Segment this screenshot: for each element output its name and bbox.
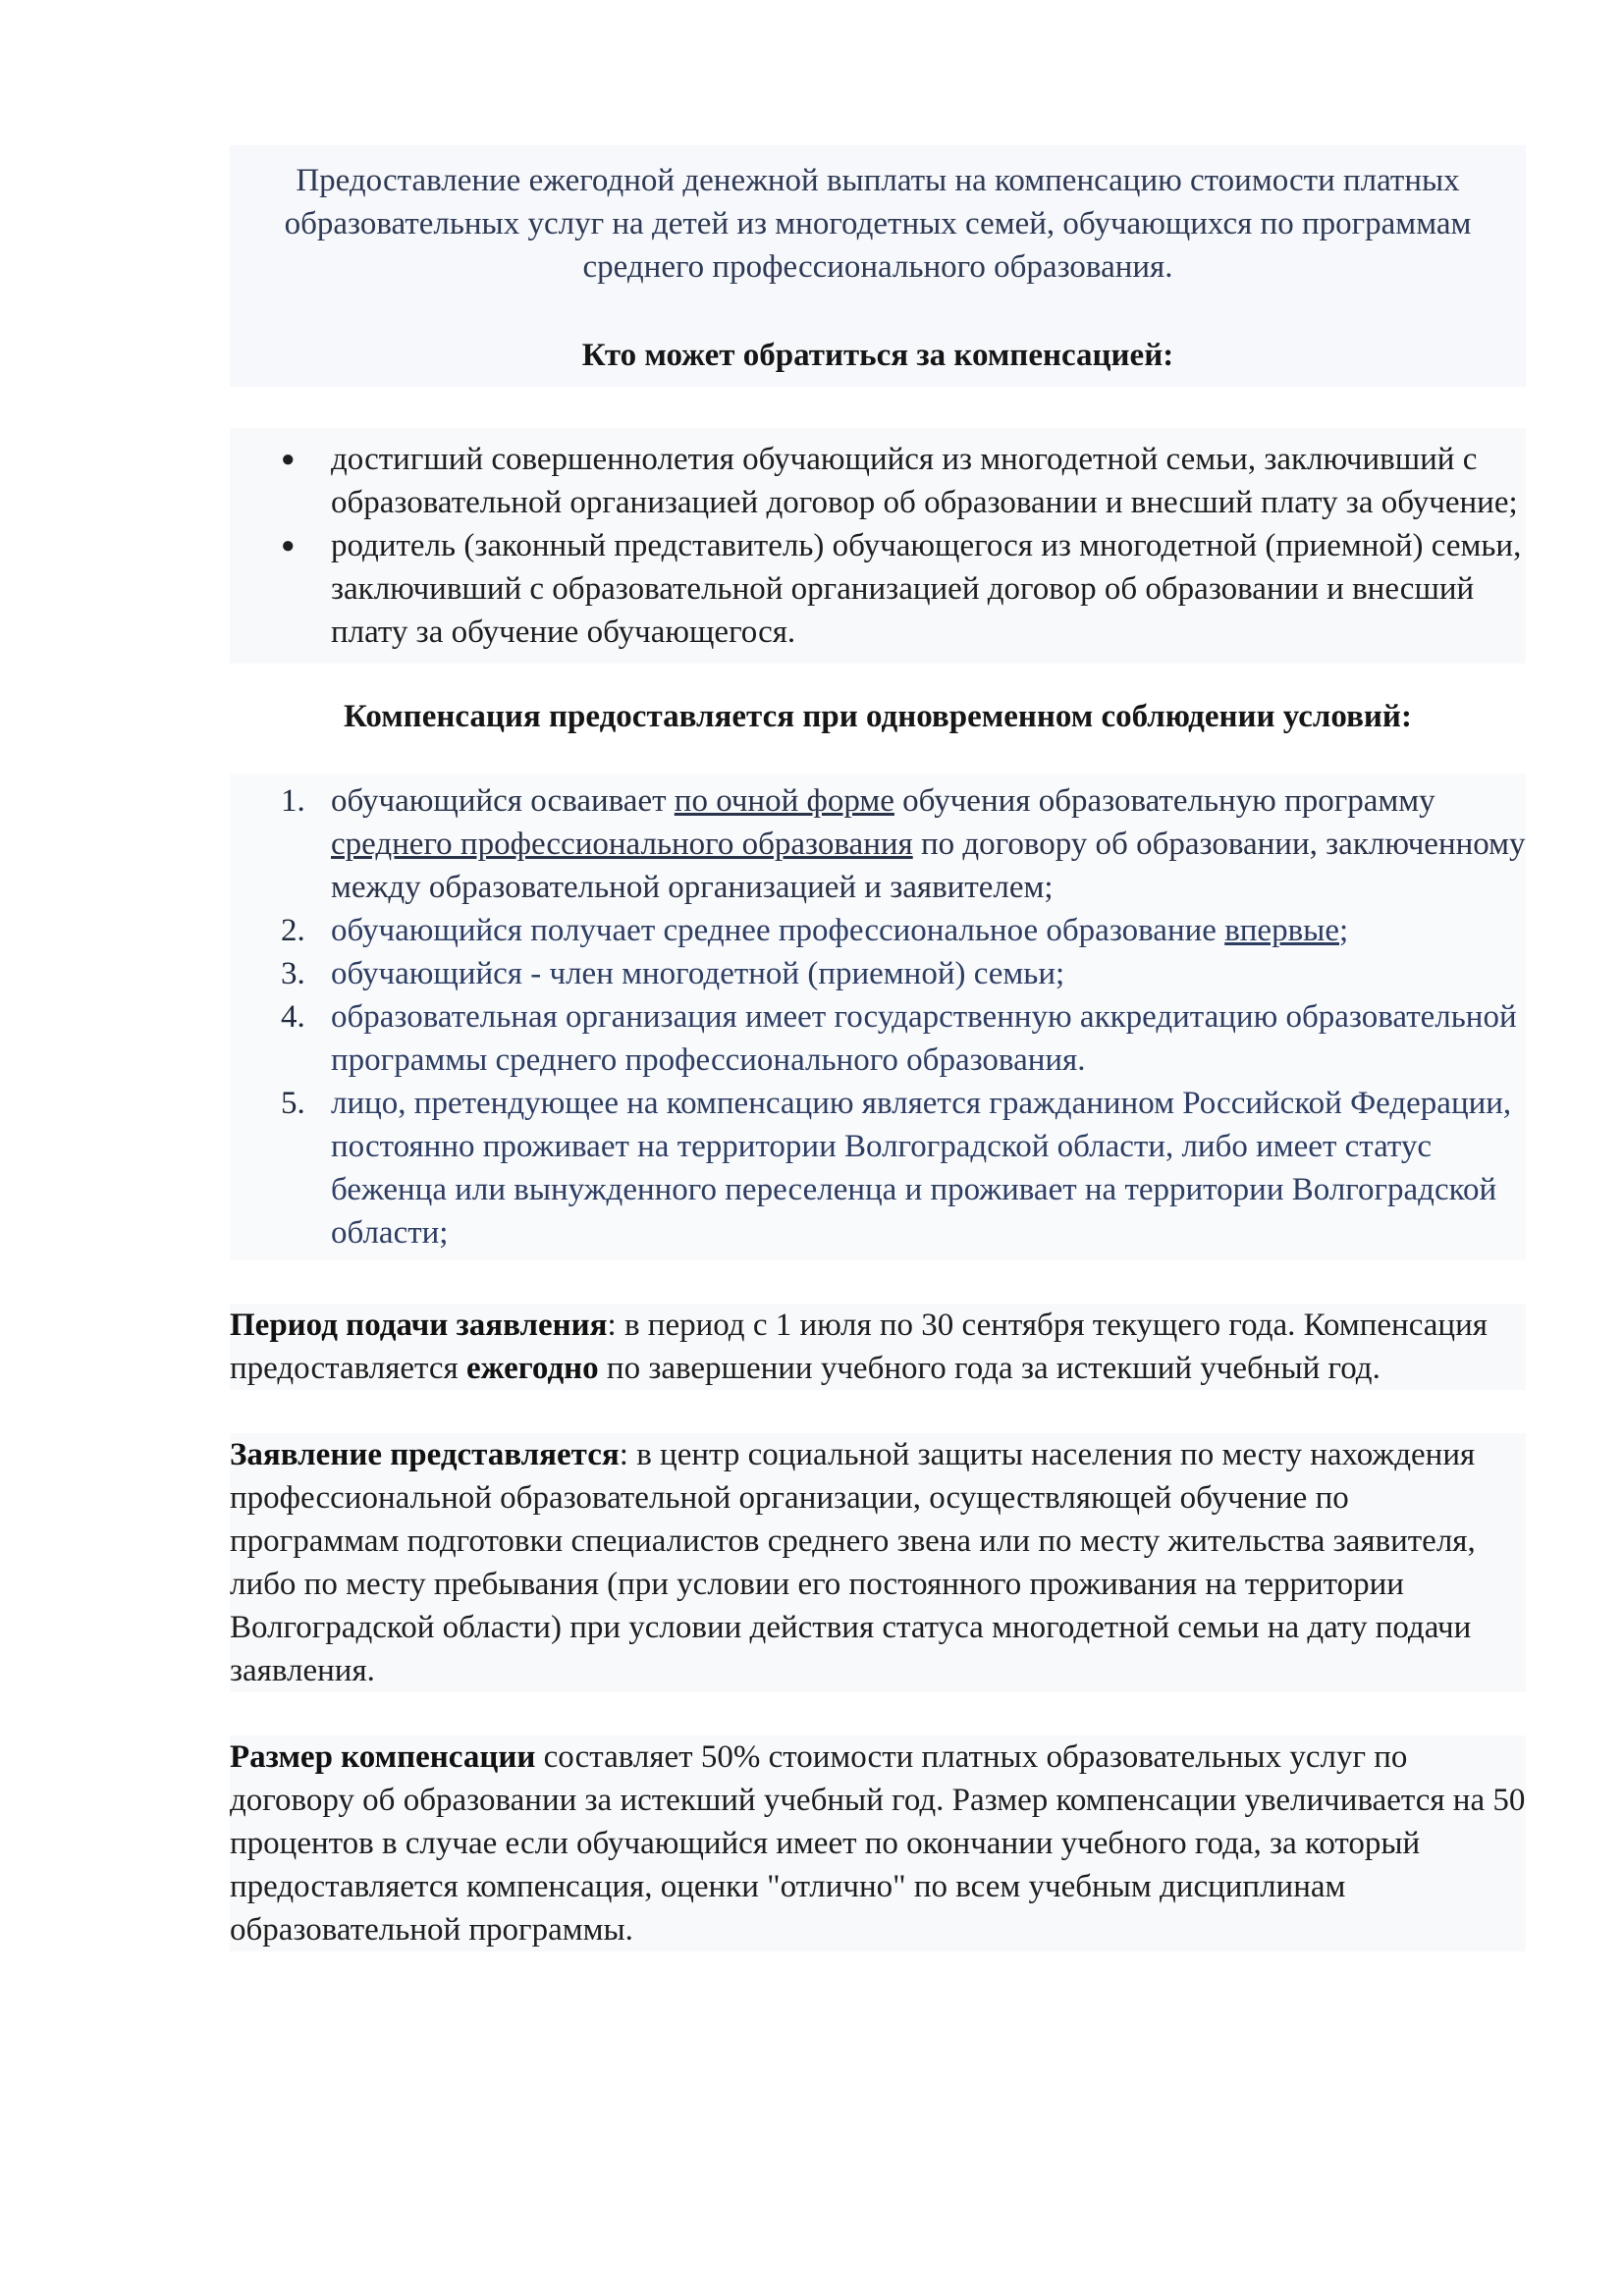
- period-emphasis: ежегодно: [465, 1351, 599, 1386]
- underlined-term: по очной форме: [674, 783, 894, 819]
- bullet-icon: ●: [281, 447, 296, 472]
- condition-text: лицо, претендующее на компенсацию является гражданином Российской Федерации, постоянно проживает на территории Волгоградской области, либо имеет статус беженца или вынужденного переселенца и проживает на территории Волгоградской области;: [331, 1086, 1512, 1251]
- underlined-term: впервые: [1224, 913, 1339, 948]
- condition-text-part: ;: [1338, 913, 1349, 948]
- intro-block: [230, 145, 1526, 387]
- condition-item: [230, 952, 1526, 995]
- condition-item: [230, 909, 1526, 952]
- condition-text: образовательная организация имеет государственную аккредитацию образовательной программы среднего профессионального образования.: [331, 999, 1517, 1078]
- submission-text: : в центр социальной защиты населения по месту нахождения профессиональной образовательной организации, осуществляющей обучение по программам подготовки специалистов среднего звена или по месту жительства заявителя, либо по месту пребывания (при условии его постоянного проживания на территории Волгоградской области) при условии действия статуса многодетной семьи на дату подачи заявления.: [230, 1437, 1476, 1688]
- list-item: [230, 438, 1526, 524]
- amount-label: Размер компенсации: [230, 1739, 536, 1775]
- who-list: [230, 428, 1526, 664]
- condition-number: 5.: [281, 1086, 305, 1121]
- submission-paragraph: [230, 1433, 1526, 1692]
- condition-item: [230, 1082, 1526, 1255]
- condition-item: [230, 779, 1526, 909]
- amount-paragraph: [230, 1735, 1526, 1951]
- condition-number: 2.: [281, 913, 305, 948]
- condition-number: 3.: [281, 956, 305, 991]
- list-item-text: родитель (законный представитель) обучающегося из многодетной (приемной) семьи, заключивший с образовательной организацией договор об образовании и внесший плату за обучение обучающегося.: [331, 528, 1522, 650]
- conditions-heading: Компенсация предоставляется при одновременном соблюдении условий:: [344, 699, 1412, 734]
- conditions-list: [230, 774, 1526, 1260]
- condition-number: 1.: [281, 783, 305, 819]
- period-text: : в период с 1 июля по 30 сентября текущего года. Компенсация предоставляется: [230, 1308, 1488, 1386]
- period-paragraph: [230, 1304, 1526, 1390]
- who-heading: Кто может обратиться за компенсацией:: [581, 338, 1174, 373]
- condition-text-part: обучения образовательную программу: [893, 783, 1435, 819]
- list-item: [230, 524, 1526, 654]
- submission-label: Заявление представляется: [230, 1437, 620, 1472]
- bullet-icon: ●: [281, 533, 296, 559]
- amount-text: составляет 50% стоимости платных образовательных услуг по договору об образовании за истекший учебный год. Размер компенсации увеличивается на 50 процентов в случае если обучающийся имеет по окончании учебного года, за который предоставляется компенсация, оценки "отлично" по всем учебным дисциплинам образовательной программы.: [230, 1739, 1526, 1948]
- period-label: Период подачи заявления: [230, 1308, 608, 1343]
- condition-number: 4.: [281, 999, 305, 1035]
- list-item-text: достигший совершеннолетия обучающийся из многодетной семьи, заключивший с образовательной организацией договор об образовании и внесший плату за обучение;: [331, 442, 1518, 520]
- document-content: [230, 145, 1526, 1951]
- condition-item: [230, 995, 1526, 1082]
- condition-text-part: обучающийся получает среднее профессиональное образование: [331, 913, 1225, 948]
- document-title: Предоставление ежегодной денежной выплаты на компенсацию стоимости платных образовательных услуг на детей из многодетных семей, обучающихся по программам среднего профессионального образования.: [284, 163, 1472, 285]
- condition-text-part: обучающийся осваивает: [331, 783, 675, 819]
- underlined-term: среднего профессионального образования: [331, 827, 913, 862]
- condition-text-part: по договору об образовании, заключенному между образовательной организацией и заявителем;: [331, 827, 1526, 905]
- period-text-end: по завершении учебного года за истекший учебный год.: [598, 1351, 1380, 1386]
- condition-text: обучающийся - член многодетной (приемной) семьи;: [331, 956, 1065, 991]
